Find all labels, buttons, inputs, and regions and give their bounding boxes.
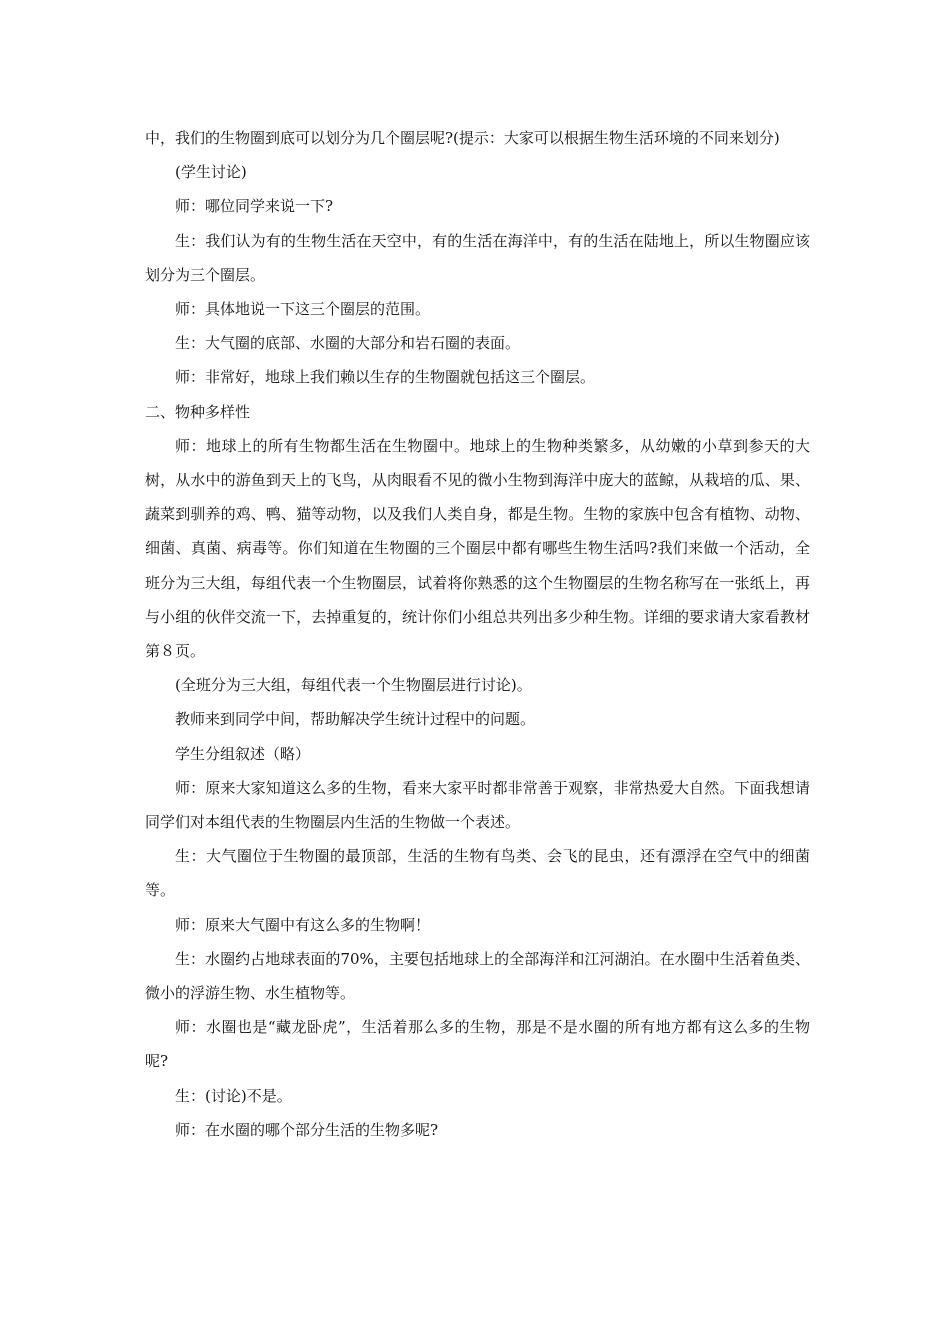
paragraph-student-range: 生：大气圈的底部、水圈的大部分和岩石圈的表面。: [175, 334, 521, 353]
paragraph-intro-continued: 中，我们的生物圈到底可以划分为几个圈层呢?(提示：大家可以根据生物生活环境的不同来划分): [145, 129, 780, 147]
paragraph-student-hydrosphere: 生：水圈约占地球表面的70%，主要包括地球上的全部海洋和江河湖泊。在水圈中生活着鱼类、微小的浮游生物、水生植物等。: [145, 949, 810, 1003]
paragraph-student-reply: 生：(讨论)不是。: [175, 1086, 292, 1105]
paragraph-teacher-help: 教师来到同学中间，帮助解决学生统计过程中的问题。: [175, 710, 536, 729]
paragraph-teacher-request: 师：原来大家知道这么多的生物，看来大家平时都非常善于观察，非常热爱大自然。下面我想请同学们对本组代表的生物圈层内生活的生物做一个表述。: [145, 778, 810, 832]
section-heading: 二、物种多样性: [145, 402, 251, 421]
paragraph-group-discussion: (全班分为三大组，每组代表一个生物圈层进行讨论)。: [175, 676, 532, 695]
paragraph-student-discussion: (学生讨论): [175, 163, 247, 182]
paragraph-teacher-praise: 师：非常好，地球上我们赖以生存的生物圈就包括这三个圈层。: [175, 368, 596, 387]
paragraph-teacher-activity: 师：地球上的所有生物都生活在生物圈中。地球上的生物种类繁多，从幼嫩的小草到参天的大树，从水中的游鱼到天上的飞鸟，从肉眼看不见的微小生物到海洋中庞大的蓝鲸，从栽培的瓜、果、蔬菜到驯养的鸡、鸭、猫等动物，以及我们人类自身，都是生物。生物的家族中包含有植物、动物、细菌、真菌、病毒等。你们知道在生物圈的三个圈层中都有哪些生物生活吗?我们来做一个活动，全班分为三大组，每组代表一个生物圈层，试着将你熟悉的这个生物圈层的生物名称写在一张纸上，再与小组的伙伴交流一下，去掉重复的，统计你们小组总共列出多少种生物。详细的要求请大家看教材第８页。: [145, 436, 810, 661]
paragraph-teacher-hydrosphere: 师：水圈也是“藏龙卧虎”，生活着那么多的生物，那是不是水圈的所有地方都有这么多的生物呢?: [145, 1018, 810, 1071]
paragraph-teacher-question: 师：哪位同学来说一下?: [175, 197, 334, 216]
paragraph-group-report: 学生分组叙述（略）: [175, 744, 311, 763]
paragraph-student-atmosphere: 生：大气圈位于生物圈的最顶部，生活的生物有鸟类、会飞的昆虫，还有漂浮在空气中的细菌等。: [145, 847, 810, 900]
paragraph-student-answer: 生：我们认为有的生物生活在天空中，有的生活在海洋中，有的生活在陆地上，所以生物圈应该划分为三个圈层。: [145, 231, 810, 284]
paragraph-teacher-final-question: 师：在水圈的哪个部分生活的生物多呢?: [175, 1120, 439, 1139]
paragraph-teacher-range: 师：具体地说一下这三个圈层的范围。: [175, 300, 431, 319]
paragraph-teacher-atmosphere: 师：原来大气圈中有这么多的生物啊！: [175, 915, 431, 934]
document-page: [145, 121, 810, 1147]
